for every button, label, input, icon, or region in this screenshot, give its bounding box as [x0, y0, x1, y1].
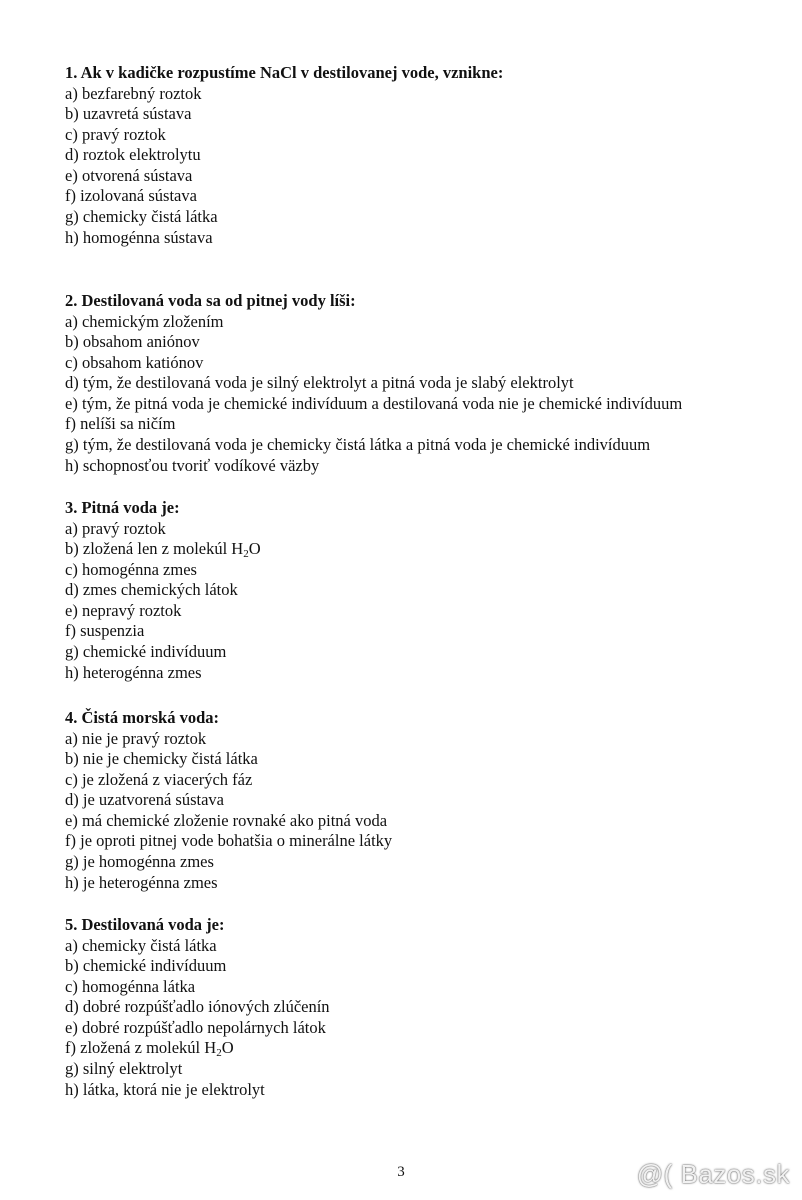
- option-c: c) je zložená z viacerých fáz: [65, 769, 253, 789]
- option-g: g) je homogénna zmes: [65, 852, 214, 872]
- option-a: a) nie je pravý roztok: [65, 728, 207, 748]
- option-b: b) obsahom aniónov: [65, 332, 200, 352]
- option-text: f) zložená z molekúl H: [65, 1038, 217, 1058]
- option-e: e) nepravý roztok: [65, 600, 182, 620]
- subscript: 2: [216, 1047, 222, 1060]
- options-list: [65, 312, 780, 477]
- option-a: a) bezfarebný roztok: [65, 83, 202, 103]
- option-f: f) je oproti pitnej vode bohatšia o minerálne látky: [65, 831, 393, 851]
- question-title: 2. Destilovaná voda sa od pitnej vody líši:: [65, 291, 356, 310]
- option-f: [65, 1038, 780, 1059]
- subscript: 2: [243, 548, 249, 561]
- option-a: a) chemicky čistá látka: [65, 935, 217, 955]
- question-3: [65, 498, 780, 683]
- options-list: [65, 936, 780, 1101]
- option-c: c) homogénna zmes: [65, 559, 197, 579]
- option-text-tail: O: [221, 1038, 234, 1058]
- option-g: g) tým, že destilovaná voda je chemicky čistá látka a pitná voda je chemické indivíduum: [65, 435, 651, 455]
- option-g: g) chemicky čistá látka: [65, 207, 218, 227]
- watermark-logo: @( Bazos.sk: [636, 1159, 790, 1189]
- option-h: h) schopnosťou tvoriť vodíkové väzby: [65, 455, 320, 475]
- options-list: [65, 729, 780, 894]
- option-b: b) nie je chemicky čistá látka: [65, 749, 258, 769]
- option-h: h) heterogénna zmes: [65, 662, 202, 682]
- option-c: c) pravý roztok: [65, 124, 166, 144]
- options-list: [65, 84, 780, 249]
- option-e: e) tým, že pitná voda je chemické indivíduum a destilovaná voda nie je chemické indivíduum: [65, 393, 683, 413]
- options-list: [65, 519, 780, 684]
- option-f: f) izolovaná sústava: [65, 186, 197, 206]
- option-f: f) suspenzia: [65, 621, 145, 641]
- option-h: h) látka, ktorá nie je elektrolyt: [65, 1079, 265, 1099]
- option-a: a) chemickým zložením: [65, 311, 224, 331]
- question-1: [65, 63, 780, 248]
- option-a: a) pravý roztok: [65, 518, 166, 538]
- option-b: b) chemické indivíduum: [65, 956, 227, 976]
- question-title: 5. Destilovaná voda je:: [65, 915, 225, 934]
- option-c: c) obsahom katiónov: [65, 352, 204, 372]
- option-d: d) dobré rozpúšťadlo iónových zlúčenín: [65, 997, 330, 1017]
- option-text: b) zložená len z molekúl H: [65, 539, 244, 559]
- option-d: d) tým, že destilovaná voda je silný elektrolyt a pitná voda je slabý elektrolyt: [65, 373, 574, 393]
- option-text-tail: O: [248, 539, 261, 559]
- option-f: f) nelíši sa ničím: [65, 414, 176, 434]
- question-title: 4. Čistá morská voda:: [65, 708, 220, 727]
- option-d: d) je uzatvorená sústava: [65, 790, 224, 810]
- option-h: h) je heterogénna zmes: [65, 872, 218, 892]
- option-b: b) uzavretá sústava: [65, 104, 192, 124]
- option-c: c) homogénna látka: [65, 976, 196, 996]
- option-b: [65, 539, 780, 560]
- option-d: d) zmes chemických látok: [65, 580, 238, 600]
- question-4: [65, 708, 780, 893]
- option-e: e) má chemické zloženie rovnaké ako pitná voda: [65, 810, 388, 830]
- option-e: e) otvorená sústava: [65, 165, 193, 185]
- question-title: 3. Pitná voda je:: [65, 498, 180, 517]
- page-number: 3: [397, 1164, 405, 1180]
- question-2: [65, 291, 780, 476]
- option-d: d) roztok elektrolytu: [65, 145, 201, 165]
- question-5: [65, 915, 780, 1100]
- option-h: h) homogénna sústava: [65, 227, 213, 247]
- option-g: g) silný elektrolyt: [65, 1059, 183, 1079]
- option-e: e) dobré rozpúšťadlo nepolárnych látok: [65, 1017, 326, 1037]
- question-title: 1. Ak v kadičke rozpustíme NaCl v destilovanej vode, vznikne:: [65, 63, 504, 82]
- option-g: g) chemické indivíduum: [65, 642, 227, 662]
